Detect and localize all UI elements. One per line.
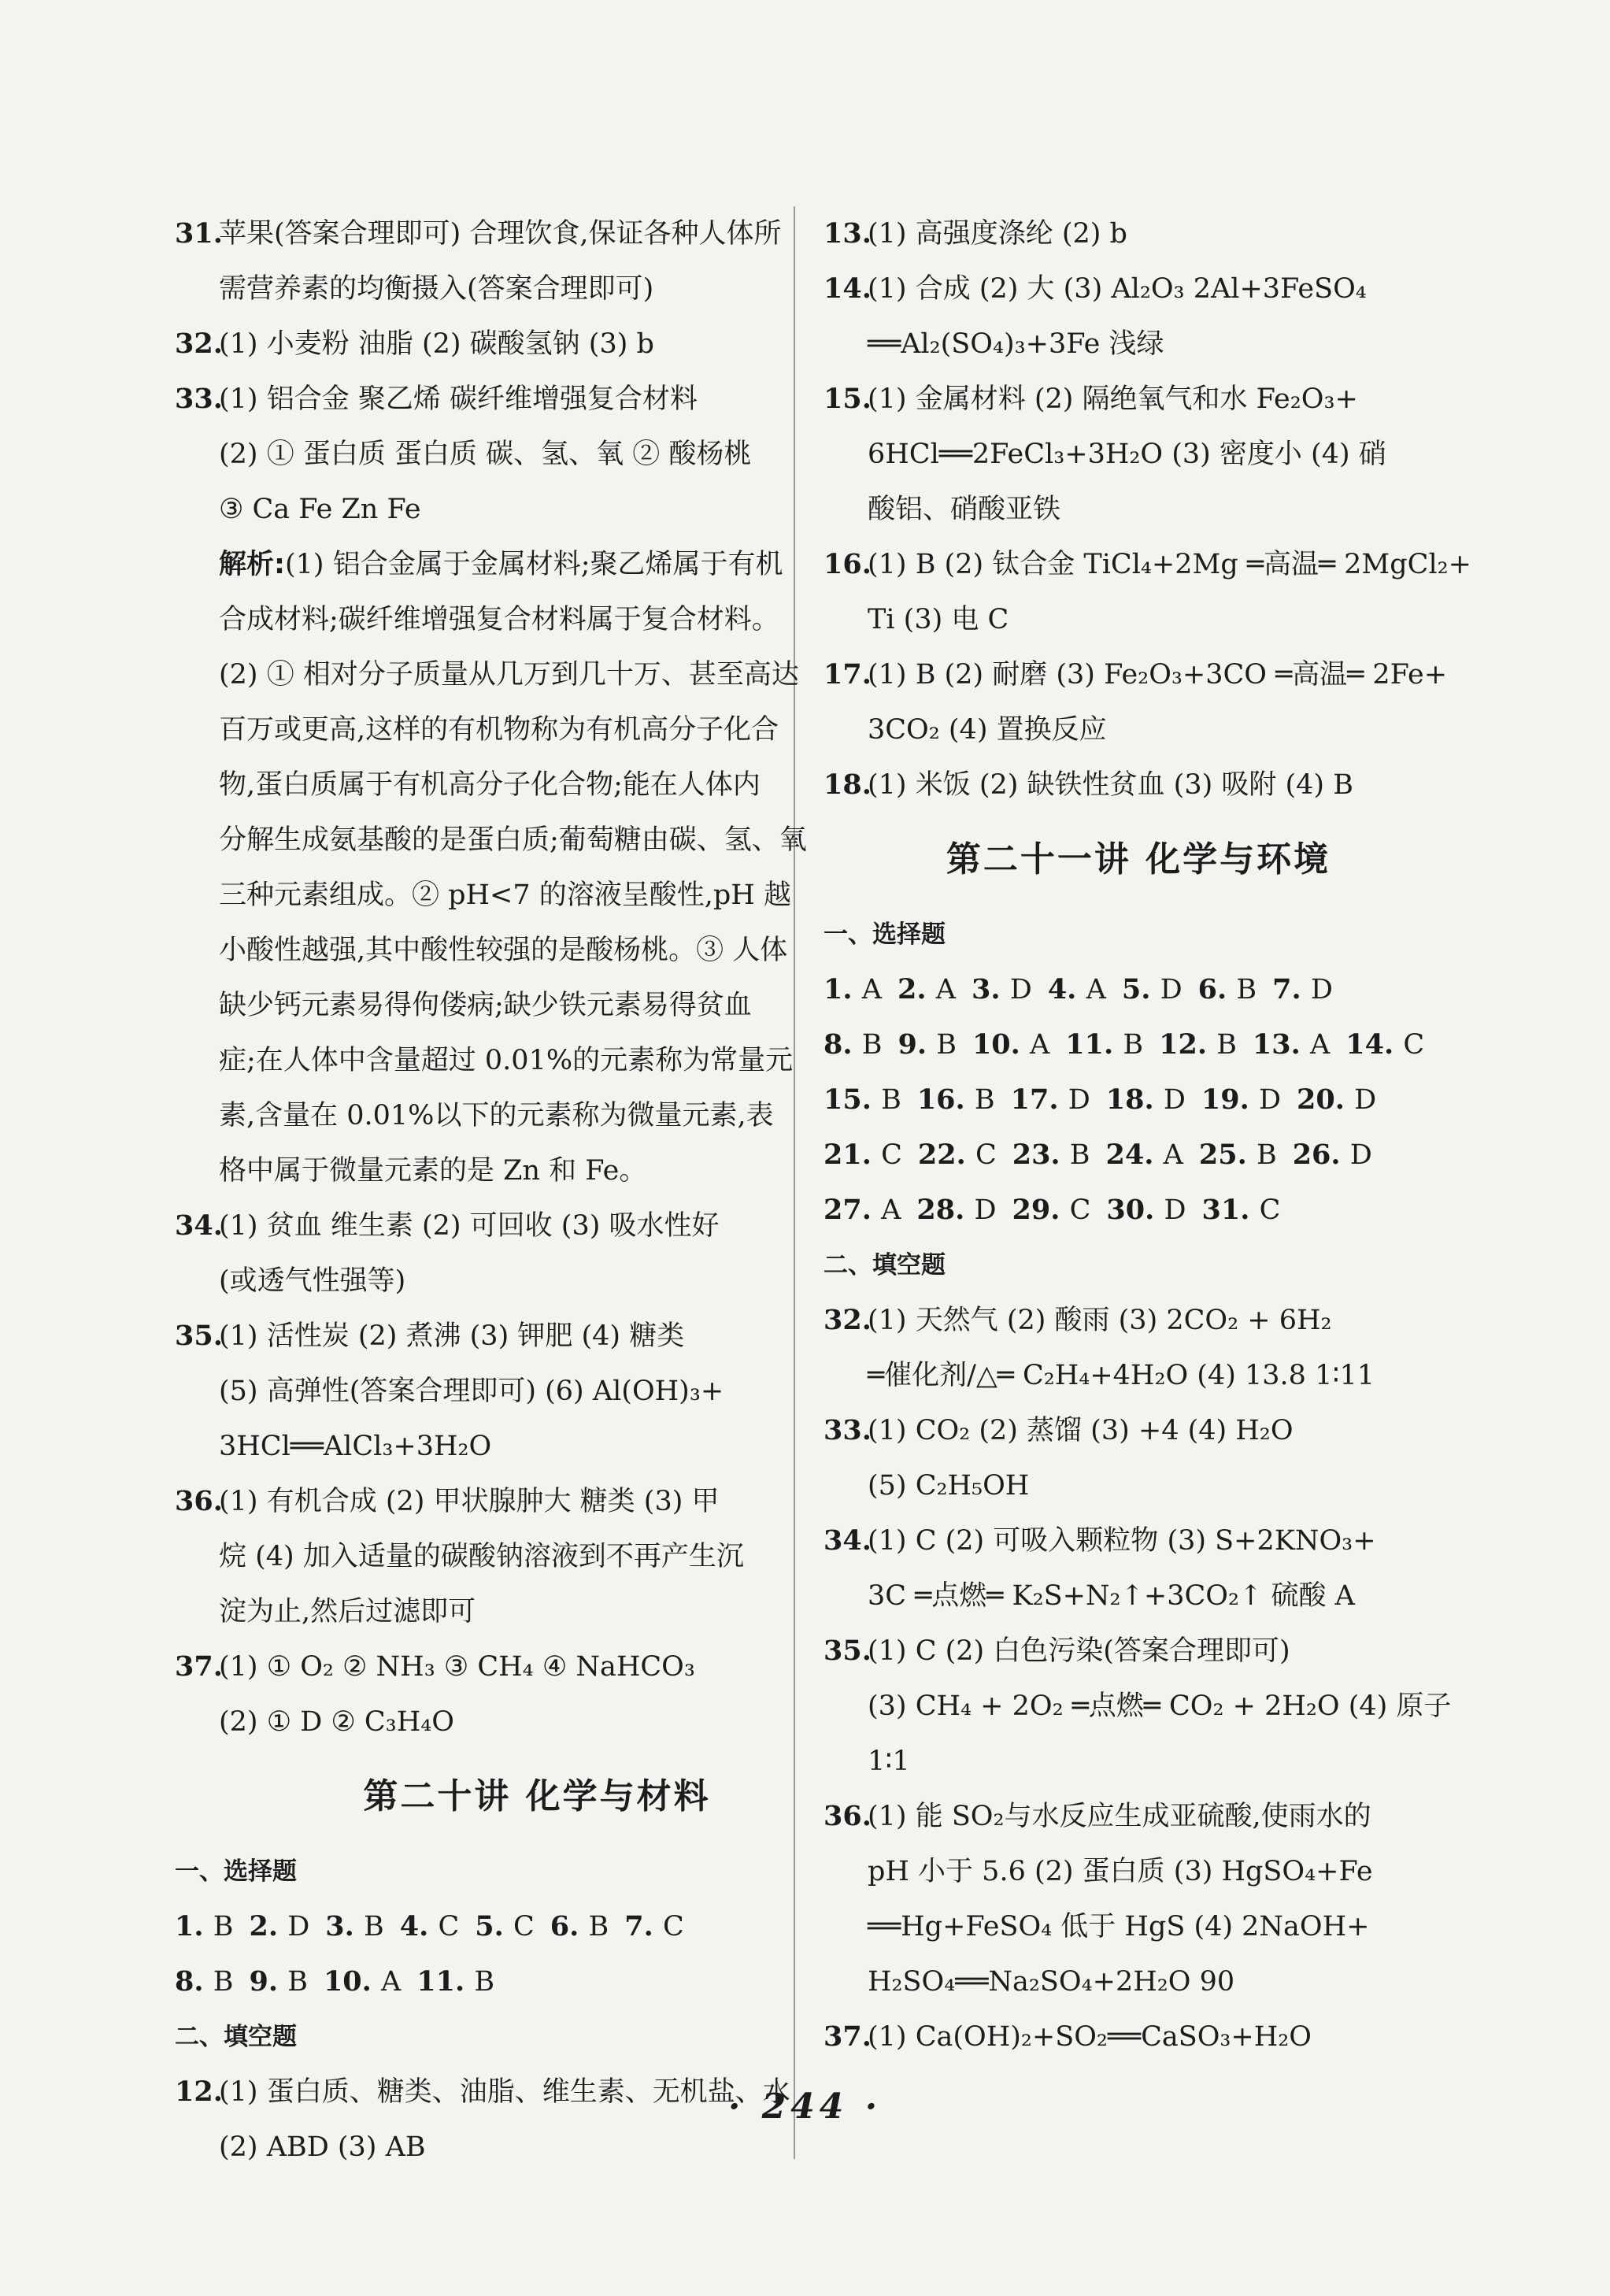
- choice-number: 4.: [399, 1910, 439, 1942]
- answer-line: 3C ═点燃═ K₂S+N₂↑+3CO₂↑ 硫酸 A: [868, 1580, 1355, 1612]
- choice-number: 30.: [1106, 1194, 1164, 1226]
- choice-number: 18.: [1105, 1083, 1164, 1116]
- choice-number: 3.: [972, 973, 1010, 1005]
- choice-answer: [972, 962, 1032, 1017]
- choice-row: [824, 1072, 1453, 1128]
- choice-number: 9.: [898, 1028, 937, 1061]
- answer-line: (1) CO₂ (2) 蒸馏 (3) +4 (4) H₂O: [868, 1415, 1294, 1446]
- analysis-line: 百万或更高,这样的有机物称为有机高分子化合: [219, 714, 779, 746]
- answer-line: (1) 高强度涤纶 (2) b: [868, 218, 1127, 250]
- choice-number: 1.: [175, 1910, 213, 1942]
- section-title: 一、选择题: [824, 920, 946, 949]
- choice-letter: B: [974, 1084, 995, 1116]
- choice-row: [824, 1128, 1453, 1183]
- item-number: 32.: [175, 328, 223, 360]
- analysis-line: [219, 537, 899, 592]
- choice-number: 24.: [1105, 1139, 1164, 1171]
- choice-letter: A: [881, 1194, 901, 1226]
- choice-number: 10.: [323, 1965, 382, 1998]
- item-number: 31.: [175, 217, 223, 250]
- choice-answer: [1106, 1128, 1183, 1183]
- choice-number: 5.: [475, 1910, 513, 1942]
- choice-letter: D: [1354, 1084, 1377, 1116]
- right-column: [824, 206, 1471, 2065]
- choice-number: 29.: [1012, 1194, 1070, 1226]
- choice-letter: C: [881, 1139, 902, 1171]
- choice-answer: [916, 1183, 996, 1238]
- choice-number: 22.: [917, 1139, 975, 1171]
- choice-answer: [416, 1954, 494, 2009]
- choice-answer: [1253, 1017, 1330, 1072]
- choice-number: 2.: [249, 1910, 288, 1942]
- answer-line: ═催化剂/△═ C₂H₄+4H₂O (4) 13.8 1∶11: [868, 1360, 1375, 1391]
- choice-answer: [1106, 1072, 1186, 1128]
- choice-letter: B: [287, 1966, 308, 1998]
- answer-line: 1∶1: [868, 1746, 910, 1777]
- choice-number: 9.: [249, 1965, 288, 1998]
- answer-line: (1) 贫血 维生素 (2) 可回收 (3) 吸水性好: [219, 1210, 720, 1242]
- item-number: 33.: [824, 1414, 872, 1446]
- answer-line: (1) 活性炭 (2) 煮沸 (3) 钾肥 (4) 糖类: [219, 1320, 685, 1352]
- choice-letter: B: [213, 1911, 234, 1942]
- analysis-label: 解析:: [219, 549, 285, 580]
- choice-number: 15.: [824, 1083, 882, 1116]
- choice-letter: A: [1030, 1029, 1050, 1061]
- answer-item: [175, 1198, 899, 1309]
- analysis-block: [175, 537, 899, 1198]
- choice-letter: C: [513, 1911, 535, 1942]
- choice-answer: [475, 1899, 535, 1954]
- answer-item: [824, 261, 1453, 372]
- choice-letter: C: [662, 1911, 684, 1942]
- answer-item: [175, 1639, 899, 1750]
- answer-item: [824, 1403, 1453, 1513]
- section-title: 二、填空题: [175, 2023, 297, 2051]
- answer-item: [824, 757, 1453, 813]
- answer-line: (1) 有机合成 (2) 甲状腺肿大 糖类 (3) 甲: [219, 1486, 720, 1517]
- choice-letter: B: [1216, 1029, 1237, 1061]
- choice-answer: [1297, 1072, 1376, 1128]
- choice-answer: [1048, 962, 1106, 1017]
- item-number: 15.: [824, 383, 872, 415]
- analysis-line: 三种元素组成。② pH<7 的溶液呈酸性,pH 越: [219, 880, 791, 911]
- choice-number: 12.: [1159, 1028, 1217, 1061]
- item-number: 36.: [824, 1800, 872, 1832]
- item-number: 17.: [824, 658, 872, 691]
- analysis-line: 症;在人体中含量超过 0.01%的元素称为常量元: [219, 1045, 794, 1076]
- answer-line: (1) 能 SO₂与水反应生成亚硫酸,使雨水的: [868, 1801, 1371, 1832]
- answer-line: (1) ① O₂ ② NH₃ ③ CH₄ ④ NaHCO₃: [219, 1651, 695, 1683]
- choice-number: 25.: [1198, 1139, 1257, 1171]
- choice-row: [175, 1899, 899, 1954]
- choice-answer: [898, 962, 956, 1017]
- answer-line: (1) B (2) 钛合金 TiCl₄+2Mg ═高温═ 2MgCl₂+: [868, 549, 1471, 580]
- answer-item: [175, 317, 899, 372]
- choice-letter: B: [213, 1966, 234, 1998]
- answer-item: [824, 2009, 1453, 2065]
- answer-line: (2) ① 蛋白质 蛋白质 碳、氢、氧 ② 酸杨桃: [219, 439, 752, 470]
- choice-letter: D: [1310, 974, 1333, 1005]
- item-number: 33.: [175, 383, 223, 415]
- choice-letter: D: [1009, 974, 1032, 1005]
- page-number: · 244 ·: [727, 2087, 883, 2127]
- choice-answer: [918, 1128, 997, 1183]
- analysis-line: 合成材料;碳纤维增强复合材料属于复合材料。: [219, 604, 779, 635]
- choice-answer: [324, 1954, 401, 2009]
- answer-line: (1) 米饭 (2) 缺铁性贫血 (3) 吸附 (4) B: [868, 769, 1353, 801]
- answer-line: 苹果(答案合理即可) 合理饮食,保证各种人体所: [219, 218, 782, 250]
- choice-number: 8.: [175, 1965, 213, 1998]
- choice-letter: C: [1069, 1194, 1091, 1226]
- choice-row: [824, 1183, 1453, 1238]
- choice-number: 6.: [550, 1910, 589, 1942]
- choice-letter: D: [1160, 974, 1183, 1005]
- answer-line: (1) 金属材料 (2) 隔绝氧气和水 Fe₂O₃+: [868, 383, 1358, 415]
- item-number: 18.: [824, 768, 872, 801]
- choice-letter: D: [1258, 1084, 1282, 1116]
- item-number: 32.: [824, 1304, 872, 1336]
- answer-line: (1) 小麦粉 油脂 (2) 碳酸氢钠 (3) b: [219, 328, 654, 360]
- answer-line: 淀为止,然后过滤即可: [219, 1596, 476, 1628]
- answer-line: 6HCl══2FeCl₃+3H₂O (3) 密度小 (4) 硝: [868, 439, 1386, 470]
- answer-item: [175, 1309, 899, 1474]
- choice-number: 7.: [624, 1910, 663, 1942]
- choice-answer: [1272, 962, 1333, 1017]
- choice-letter: D: [287, 1911, 310, 1942]
- choice-letter: C: [438, 1911, 460, 1942]
- choice-number: 20.: [1297, 1083, 1355, 1116]
- choice-answer: [1345, 1017, 1424, 1072]
- answer-line: (或透气性强等): [219, 1265, 406, 1297]
- choice-answer: [1201, 1072, 1281, 1128]
- item-number: 35.: [824, 1635, 872, 1667]
- item-number: 13.: [824, 217, 872, 250]
- lecture-heading: 第二十一讲 化学与环境: [946, 839, 1331, 880]
- choice-answer: [249, 1899, 309, 1954]
- answer-item: [824, 372, 1453, 537]
- item-number: 16.: [824, 548, 872, 580]
- answer-line: H₂SO₄══Na₂SO₄+2H₂O 90: [868, 1966, 1235, 1998]
- choice-number: 19.: [1201, 1083, 1259, 1116]
- choice-number: 11.: [1065, 1028, 1123, 1061]
- choice-answer: [1198, 962, 1257, 1017]
- answer-line: 烷 (4) 加入适量的碳酸钠溶液到不再产生沉: [219, 1541, 744, 1572]
- choice-letter: B: [588, 1911, 609, 1942]
- choice-answer: [824, 962, 882, 1017]
- choice-answer: [400, 1899, 460, 1954]
- choice-number: 3.: [325, 1910, 364, 1942]
- item-number: 34.: [824, 1524, 872, 1557]
- choice-letter: B: [936, 1029, 957, 1061]
- choice-answer: [1159, 1017, 1237, 1072]
- choice-number: 21.: [824, 1139, 882, 1171]
- answer-line: Ti (3) 电 C: [868, 604, 1009, 635]
- section-title: 一、选择题: [175, 1857, 297, 1886]
- choice-answer: [824, 1017, 882, 1072]
- answer-line: 酸铝、硝酸亚铁: [868, 494, 1061, 525]
- answer-line: (5) 高弹性(答案合理即可) (6) Al(OH)₃+: [219, 1376, 724, 1407]
- item-number: 35.: [175, 1320, 223, 1352]
- choice-answer: [824, 1072, 901, 1128]
- answer-line: (1) 合成 (2) 大 (3) Al₂O₃ 2Al+3FeSO₄: [868, 273, 1367, 305]
- choice-answer: [175, 1899, 233, 1954]
- answer-line: (1) B (2) 耐磨 (3) Fe₂O₃+3CO ═高温═ 2Fe+: [868, 659, 1448, 691]
- choice-number: 4.: [1047, 973, 1086, 1005]
- lecture-heading: 第二十讲 化学与材料: [363, 1776, 711, 1816]
- answer-line: (1) 铝合金 聚乙烯 碳纤维增强复合材料: [219, 383, 698, 415]
- choice-answer: [1106, 1183, 1186, 1238]
- choice-letter: B: [881, 1084, 901, 1116]
- item-number: 14.: [824, 272, 872, 305]
- choice-answer: [624, 1899, 684, 1954]
- answer-line: ③ Ca Fe Zn Fe: [219, 494, 421, 525]
- choice-number: 6.: [1197, 973, 1237, 1005]
- answer-item: [175, 1474, 899, 1639]
- choice-letter: A: [381, 1966, 402, 1998]
- choice-row: [824, 962, 1453, 1017]
- choice-number: 17.: [1010, 1083, 1068, 1116]
- choice-answer: [824, 1183, 901, 1238]
- choice-letter: D: [974, 1194, 997, 1226]
- choice-letter: A: [1310, 1029, 1331, 1061]
- choice-letter: B: [1069, 1139, 1090, 1171]
- item-number: 36.: [175, 1485, 223, 1517]
- choice-number: 31.: [1201, 1194, 1260, 1226]
- analysis-text: (1) 铝合金属于金属材料;聚乙烯属于有机: [285, 549, 783, 580]
- choice-letter: B: [474, 1966, 495, 1998]
- choice-letter: C: [1259, 1194, 1281, 1226]
- answer-item: [175, 372, 899, 537]
- choice-answer: [1011, 1072, 1090, 1128]
- choice-answer: [1012, 1128, 1090, 1183]
- choice-letter: B: [1236, 974, 1257, 1005]
- choice-number: 5.: [1121, 973, 1160, 1005]
- choice-answer: [917, 1072, 995, 1128]
- answer-line: (1) 蛋白质、糖类、油脂、维生素、无机盐、水: [219, 2076, 790, 2108]
- choice-number: 16.: [916, 1083, 975, 1116]
- answer-item: [824, 647, 1453, 757]
- choice-row: [824, 1017, 1453, 1072]
- answer-line: (1) C (2) 可吸入颗粒物 (3) S+2KNO₃+: [868, 1525, 1376, 1557]
- choice-letter: B: [1256, 1139, 1277, 1171]
- item-number: 12.: [175, 2076, 223, 2108]
- answer-line: 需营养素的均衡摄入(答案合理即可): [219, 273, 654, 305]
- answer-line: (2) ABD (3) AB: [219, 2131, 426, 2163]
- choice-number: 8.: [824, 1028, 862, 1061]
- choice-answer: [175, 1954, 233, 2009]
- choice-letter: D: [1163, 1084, 1186, 1116]
- answer-line: (1) 天然气 (2) 酸雨 (3) 2CO₂ + 6H₂: [868, 1305, 1332, 1336]
- answer-item: [824, 1293, 1453, 1403]
- choice-number: 13.: [1252, 1028, 1310, 1061]
- choice-letter: A: [861, 974, 883, 1005]
- section-title: 二、填空题: [824, 1251, 946, 1279]
- choice-number: 1.: [824, 973, 862, 1005]
- answer-line: ══Hg+FeSO₄ 低于 HgS (4) 2NaOH+: [868, 1911, 1370, 1942]
- answer-item: [824, 1624, 1453, 1789]
- choice-letter: D: [1068, 1084, 1090, 1116]
- analysis-line: 小酸性越强,其中酸性较强的是酸杨桃。③ 人体: [219, 935, 788, 966]
- choice-answer: [1065, 1017, 1143, 1072]
- choice-number: 23.: [1012, 1139, 1070, 1171]
- choice-answer: [1199, 1128, 1277, 1183]
- answer-line: 3CO₂ (4) 置换反应: [868, 714, 1107, 746]
- choice-answer: [325, 1899, 383, 1954]
- choice-number: 27.: [824, 1194, 882, 1226]
- item-number: 37.: [175, 1650, 223, 1683]
- answer-line: (1) Ca(OH)₂+SO₂══CaSO₃+H₂O: [868, 2021, 1312, 2053]
- choice-answer: [1293, 1128, 1372, 1183]
- choice-answer: [550, 1899, 609, 1954]
- choice-letter: A: [935, 974, 957, 1005]
- choice-answer: [249, 1954, 307, 2009]
- analysis-line: (2) ① 相对分子质量从几万到几十万、甚至高达: [219, 659, 799, 691]
- analysis-line: 素,含量在 0.01%以下的元素称为微量元素,表: [219, 1100, 774, 1131]
- answer-line: (1) C (2) 白色污染(答案合理即可): [868, 1635, 1290, 1667]
- choice-answer: [1012, 1183, 1091, 1238]
- answer-item: [824, 1513, 1453, 1624]
- answer-item: [175, 206, 899, 317]
- choice-number: 26.: [1292, 1139, 1350, 1171]
- answer-item: [824, 206, 1453, 261]
- answer-line: 3HCl══AlCl₃+3H₂O: [219, 1431, 492, 1462]
- answer-item: [824, 1789, 1453, 2009]
- choice-number: 28.: [916, 1194, 975, 1226]
- choice-letter: C: [975, 1139, 997, 1171]
- choice-letter: B: [861, 1029, 883, 1061]
- analysis-line: 物,蛋白质属于有机高分子化合物;能在人体内: [219, 769, 761, 801]
- choice-answer: [824, 1128, 902, 1183]
- choice-answer: [1122, 962, 1183, 1017]
- choice-number: 11.: [416, 1965, 475, 1998]
- choice-letter: A: [1086, 974, 1106, 1005]
- item-number: 37.: [824, 2020, 872, 2053]
- choice-number: 10.: [972, 1028, 1031, 1061]
- choice-number: 14.: [1345, 1028, 1404, 1061]
- choice-letter: D: [1349, 1139, 1372, 1171]
- choice-answer: [898, 1017, 956, 1072]
- analysis-line: 缺少钙元素易得佝偻病;缺少铁元素易得贫血: [219, 990, 752, 1021]
- choice-letter: C: [1403, 1029, 1425, 1061]
- choice-row: [175, 1954, 899, 2009]
- left-column: [175, 206, 899, 2175]
- choice-number: 7.: [1272, 973, 1311, 1005]
- answer-item: [824, 537, 1471, 647]
- choice-letter: A: [1163, 1139, 1183, 1171]
- item-number: 34.: [175, 1209, 223, 1242]
- answer-line: ══Al₂(SO₄)₃+3Fe 浅绿: [868, 328, 1164, 360]
- choice-letter: B: [1123, 1029, 1144, 1061]
- analysis-line: 分解生成氨基酸的是蛋白质;葡萄糖由碳、氢、氧: [219, 824, 807, 856]
- answer-line: (5) C₂H₅OH: [868, 1470, 1030, 1502]
- choice-answer: [1202, 1183, 1281, 1238]
- answer-line: pH 小于 5.6 (2) 蛋白质 (3) HgSO₄+Fe: [868, 1856, 1373, 1887]
- answer-line: (3) CH₄ + 2O₂ ═点燃═ CO₂ + 2H₂O (4) 原子: [868, 1691, 1452, 1722]
- choice-number: 2.: [898, 973, 936, 1005]
- choice-letter: D: [1164, 1194, 1186, 1226]
- analysis-line: 格中属于微量元素的是 Zn 和 Fe。: [219, 1155, 647, 1187]
- choice-answer: [972, 1017, 1049, 1072]
- choice-letter: B: [364, 1911, 384, 1942]
- answer-line: (2) ① D ② C₃H₄O: [219, 1706, 454, 1738]
